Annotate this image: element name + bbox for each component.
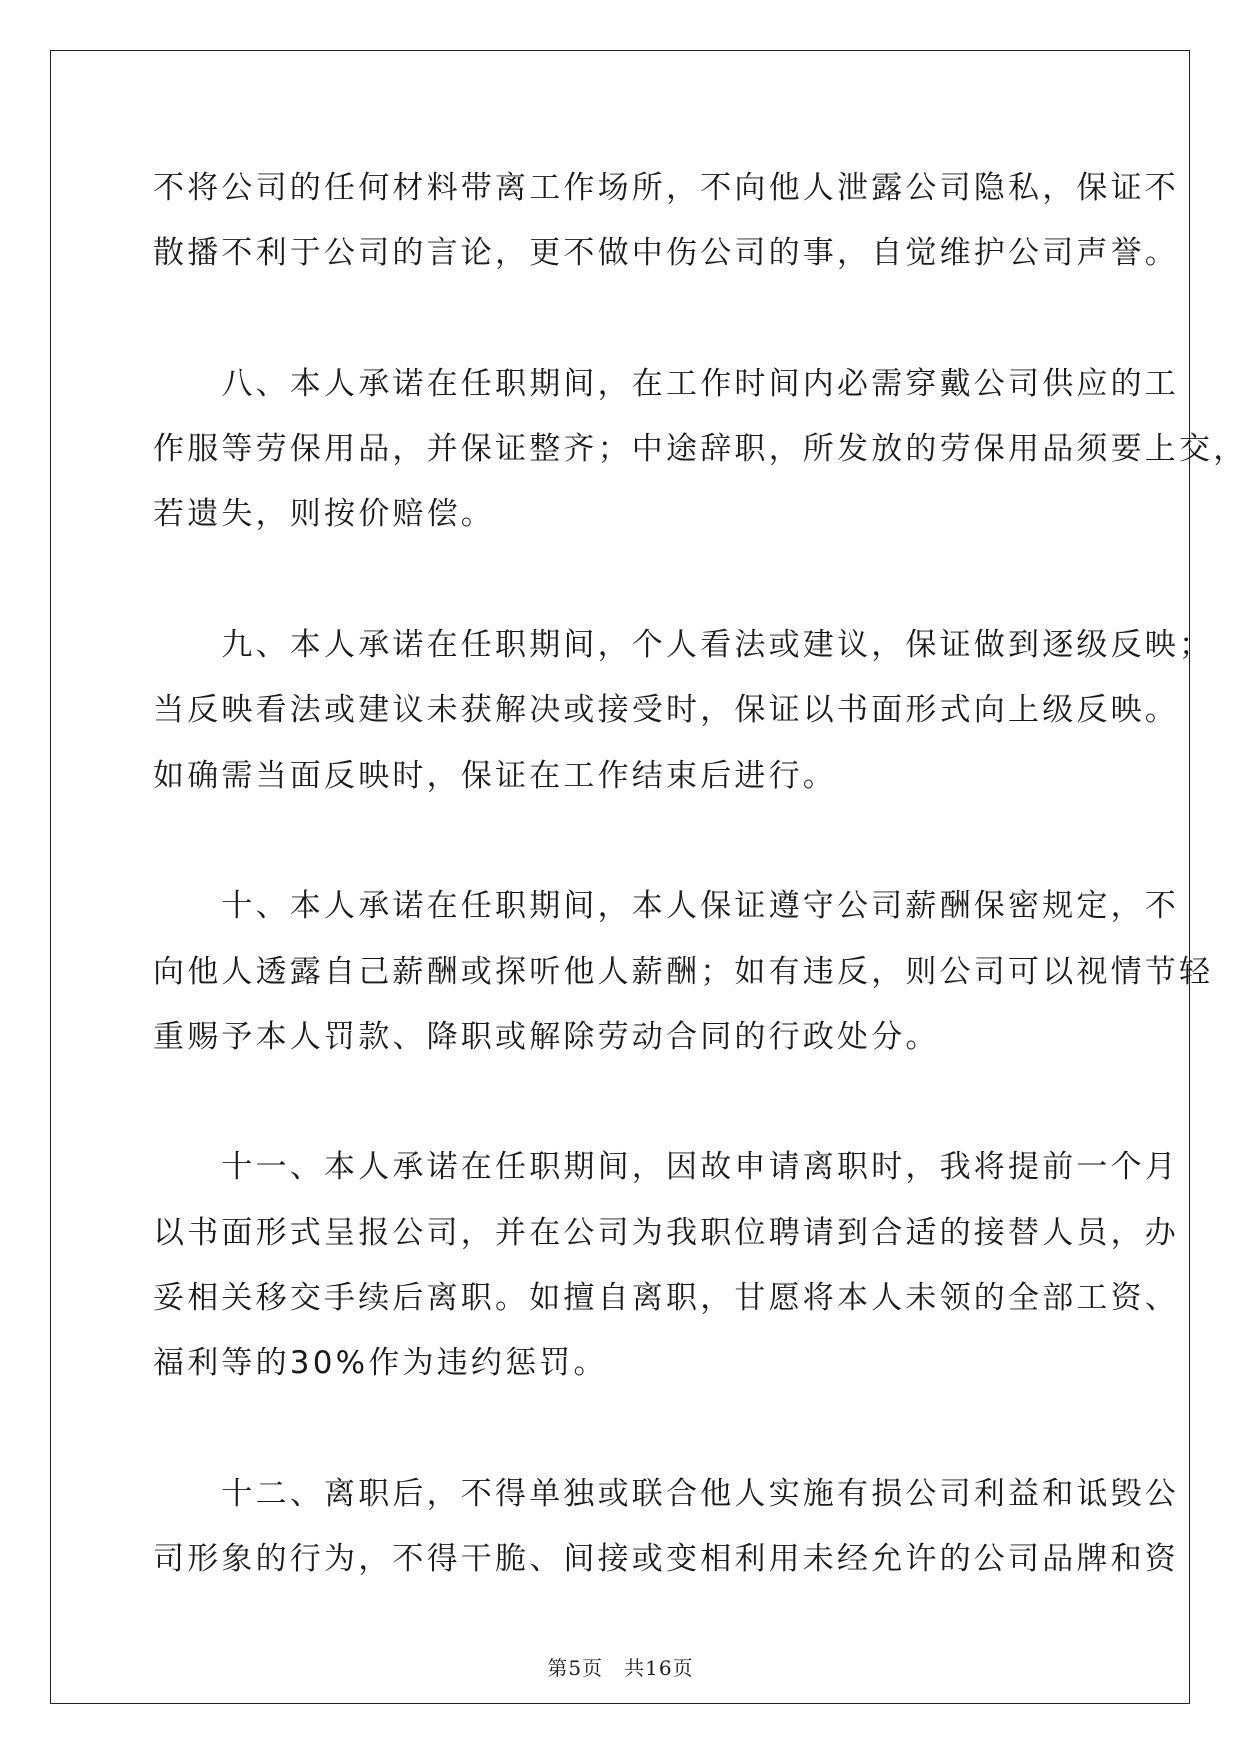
text-line — [153, 287, 1089, 352]
text-line: 司形象的行为，不得干脆、间接或变相利用未经允许的公司品牌和资 — [153, 1541, 1179, 1578]
text-line: 十、本人承诺在任职期间，本人保证遵守公司薪酬保密规定，不 — [153, 888, 1179, 925]
text-line: 重赐予本人罚款、降职或解除劳动合同的行政处分。 — [153, 1018, 940, 1055]
text-line: 作服等劳保用品，并保证整齐；中途辞职，所发放的劳保用品须要上交， — [153, 431, 1247, 468]
text-line: 九、本人承诺在任职期间，个人看法或建议，保证做到逐级反映； — [153, 627, 1214, 664]
text-line — [153, 809, 1089, 874]
text-line — [153, 1070, 1089, 1135]
text-line: 不将公司的任何材料带离工作场所，不向他人泄露公司隐私，保证不 — [153, 170, 1179, 206]
text-line: 向他人透露自己薪酬或探听他人薪酬；如有违反，则公司可以视情节轻 — [153, 953, 1214, 990]
text-line — [153, 1397, 1089, 1462]
page-footer — [0, 1652, 1241, 1681]
text-line: 十二、离职后，不得单独或联合他人实施有损公司利益和诋毁公 — [153, 1475, 1179, 1512]
text-line: 散播不利于公司的言论，更不做中伤公司的事，自觉维护公司声誉。 — [153, 235, 1179, 272]
text-line: 福利等的30%作为违约惩罚。 — [153, 1345, 608, 1382]
page-number: 第5页 共16页 — [547, 1656, 694, 1680]
text-line: 若遗失，则按价赔偿。 — [153, 496, 495, 533]
text-line: 妥相关移交手续后离职。如擅自离职，甘愿将本人未领的全部工资、 — [153, 1280, 1179, 1317]
text-line: 十一、本人承诺在任职期间，因故申请离职时，我将提前一个月 — [153, 1149, 1179, 1186]
document-body — [153, 156, 1247, 1593]
text-line: 当反映看法或建议未获解决或接受时，保证以书面形式向上级反映。 — [153, 692, 1179, 729]
text-line — [153, 548, 1089, 613]
text-line: 以书面形式呈报公司，并在公司为我职位聘请到合适的接替人员，办 — [153, 1214, 1179, 1251]
text-line: 如确需当面反映时，保证在工作结束后进行。 — [153, 757, 837, 794]
text-line: 八、本人承诺在任职期间，在工作时间内必需穿戴公司供应的工 — [153, 365, 1179, 402]
